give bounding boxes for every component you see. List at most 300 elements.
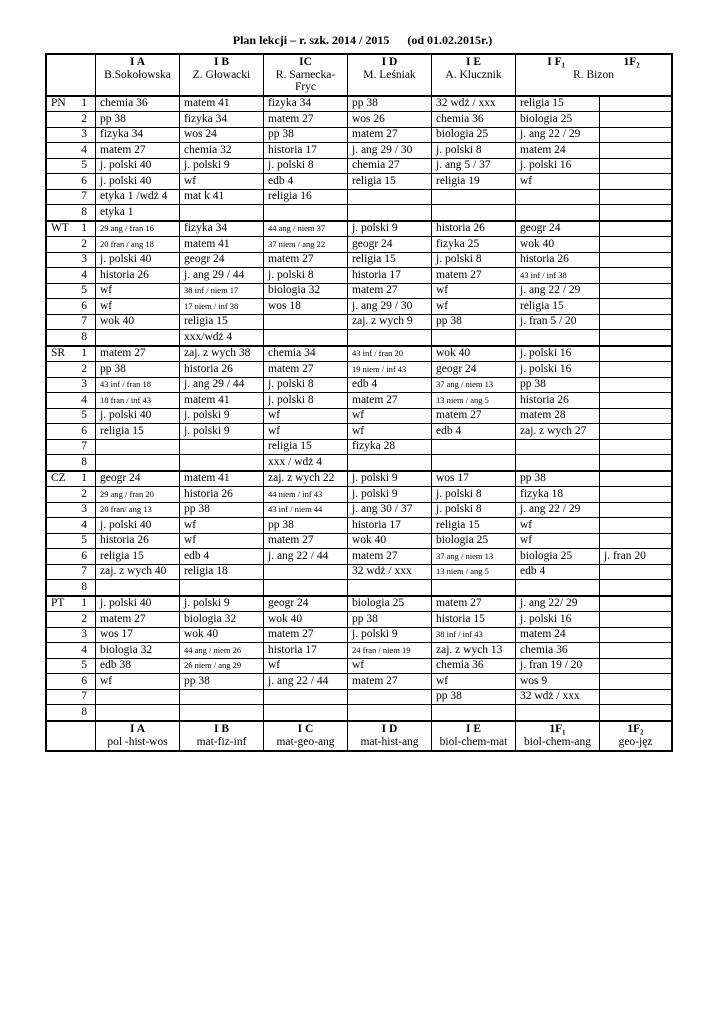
lesson-cell: j. ang 22 / 44 [264,549,348,565]
lesson-cell: zaj. z wych 13 [432,643,516,659]
period-number: 4 [81,518,87,531]
lesson-cell: matem 27 [264,362,348,378]
lesson-cell: pp 38 [432,314,516,330]
lesson-cell [432,455,516,471]
lesson-cell [600,689,672,705]
lesson-cell [264,689,348,705]
footer-corner [47,721,96,751]
lesson-row [47,96,672,112]
lesson-cell: 32 wdż / xxx [516,689,600,705]
lesson-row [47,127,672,143]
lesson-cell: j. polski 9 [180,158,264,174]
lesson-cell: 18 fran / inf 43 [96,393,180,409]
lesson-cell: matem 27 [348,549,432,565]
lesson-cell: pp 38 [264,127,348,143]
day-period-label [47,643,96,659]
lesson-row [47,533,672,549]
lesson-cell: j. polski 40 [96,252,180,268]
lesson-cell: j. polski 16 [516,158,600,174]
lesson-cell: edb 4 [516,564,600,580]
period-number: 4 [81,268,87,281]
lesson-cell [348,455,432,471]
lesson-cell [432,189,516,205]
lesson-cell: j. polski 9 [348,221,432,237]
period-number: 3 [81,628,87,641]
lesson-row [47,268,672,284]
lesson-cell: geogr 24 [96,471,180,487]
lesson-cell [600,502,672,518]
lesson-cell: j. polski 40 [96,174,180,190]
lesson-cell: etyka 1 [96,205,180,221]
lesson-cell: zaj. z wych 9 [348,314,432,330]
profile-cell: 1F₁ biol-chem-ang [516,721,600,751]
lesson-cell [600,346,672,362]
lesson-row [47,237,672,253]
day-period-label [47,549,96,565]
lesson-row [47,189,672,205]
day-period-label [47,658,96,674]
lesson-row [47,424,672,440]
lesson-cell: geogr 24 [264,596,348,612]
lesson-cell: matem 27 [264,112,348,128]
lesson-cell: matem 24 [516,627,600,643]
lesson-cell: j. polski 8 [264,377,348,393]
lesson-cell: pp 38 [96,112,180,128]
lesson-cell: 13 niem / ang 5 [432,393,516,409]
lesson-cell [600,564,672,580]
lesson-cell [600,439,672,455]
lesson-cell: religia 15 [516,299,600,315]
period-number: 6 [81,299,87,312]
lesson-cell: matem 27 [264,533,348,549]
period-number: 2 [81,362,87,375]
lesson-cell: j. polski 8 [264,158,348,174]
period-number: 2 [81,112,87,125]
day-period-label [47,283,96,299]
lesson-row [47,143,672,159]
lesson-cell [180,689,264,705]
timetable-body [47,96,672,721]
lesson-cell: j. ang 22 / 29 [516,283,600,299]
lesson-cell: wf [180,533,264,549]
day-period-label [47,377,96,393]
lesson-cell: wf [264,408,348,424]
lesson-cell: wok 40 [348,533,432,549]
lesson-cell: chemia 34 [264,346,348,362]
lesson-cell [600,237,672,253]
period-number: 5 [81,284,87,297]
lesson-cell: j. fran 5 / 20 [516,314,600,330]
lesson-cell: religia 15 [264,439,348,455]
lesson-cell [600,674,672,690]
lesson-cell: j. polski 16 [516,346,600,362]
period-number: 1 [81,97,87,110]
lesson-cell [96,689,180,705]
lesson-cell: fizyka 34 [96,127,180,143]
lesson-row [47,627,672,643]
lesson-cell [516,580,600,596]
class-header: I B Z. Głowacki [180,55,264,96]
period-number: 1 [81,472,87,485]
lesson-cell: historia 26 [96,268,180,284]
lesson-cell [600,330,672,346]
lesson-cell: historia 26 [180,362,264,378]
lesson-cell: historia 17 [348,268,432,284]
lesson-cell: j. fran 20 [600,549,672,565]
lesson-cell: wf [516,518,600,534]
lesson-row [47,674,672,690]
lesson-cell [96,439,180,455]
day-period-label [47,439,96,455]
lesson-cell [600,533,672,549]
lesson-cell: wok 40 [264,612,348,628]
lesson-cell [432,439,516,455]
lesson-cell [600,455,672,471]
lesson-row [47,283,672,299]
lesson-cell: geogr 24 [348,237,432,253]
lesson-cell: chemia 32 [180,143,264,159]
lesson-cell [600,705,672,721]
lesson-cell: wf [96,299,180,315]
lesson-cell [600,252,672,268]
lesson-cell: 38 inf / inf 43 [432,627,516,643]
lesson-row [47,377,672,393]
lesson-cell: biologia 25 [516,549,600,565]
lesson-cell: religia 15 [96,424,180,440]
day-period-label [47,330,96,346]
lesson-cell: j. ang 22/ 29 [516,596,600,612]
day-period-label [47,127,96,143]
lesson-cell: wf [348,658,432,674]
lesson-cell: j. polski 9 [348,627,432,643]
day-period-label [47,580,96,596]
period-number: 1 [81,597,87,610]
lesson-cell: matem 41 [180,471,264,487]
lesson-cell: zaj. z wych 38 [180,346,264,362]
lesson-cell: fizyka 34 [180,112,264,128]
period-number: 2 [81,612,87,625]
period-number: 4 [81,143,87,156]
lesson-cell: j. polski 9 [348,487,432,503]
lesson-row [47,205,672,221]
lesson-row [47,658,672,674]
period-number: 7 [81,690,87,703]
lesson-cell [96,455,180,471]
lesson-cell: j. polski 8 [264,393,348,409]
period-number: 2 [81,487,87,500]
lesson-cell: geogr 24 [516,221,600,237]
lesson-cell: religia 15 [432,518,516,534]
period-number: 6 [81,174,87,187]
day-period-label [47,705,96,721]
lesson-cell: matem 27 [264,252,348,268]
day-period-label [47,674,96,690]
lesson-cell: 44 niem / inf 43 [264,487,348,503]
lesson-cell: matem 27 [432,268,516,284]
period-number: 7 [81,565,87,578]
lesson-cell [180,205,264,221]
period-number: 6 [81,674,87,687]
lesson-cell [600,96,672,112]
period-number: 3 [81,253,87,266]
lesson-row [47,502,672,518]
lesson-row [47,362,672,378]
lesson-cell: historia 15 [432,612,516,628]
lesson-cell [180,580,264,596]
lesson-cell [348,205,432,221]
lesson-cell [600,627,672,643]
lesson-cell: 38 inf / niem 17 [180,283,264,299]
day-period-label [47,612,96,628]
profile-cell: 1F₂ geo-jęz [600,721,672,751]
lesson-cell: 43 inf / fran 18 [96,377,180,393]
lesson-cell [600,283,672,299]
lesson-cell: pp 38 [180,502,264,518]
lesson-cell: chemia 36 [432,658,516,674]
lesson-cell: biologia 32 [264,283,348,299]
profile-cell: I B mat-fiz-inf [180,721,264,751]
lesson-row [47,221,672,237]
day-period-label [47,408,96,424]
lesson-row [47,314,672,330]
lesson-row [47,471,672,487]
lesson-cell: 37 ang / niem 13 [432,549,516,565]
lesson-cell: wok 40 [180,627,264,643]
lesson-cell [600,408,672,424]
day-period-label [47,237,96,253]
lesson-cell: historia 26 [432,221,516,237]
lesson-cell: j. ang 5 / 37 [432,158,516,174]
lesson-cell [96,580,180,596]
lesson-cell [432,580,516,596]
lesson-cell [264,705,348,721]
day-name: PN [51,97,66,110]
lesson-cell: j. polski 8 [264,268,348,284]
lesson-row [47,549,672,565]
day-name: ŚR [51,347,66,360]
lesson-cell: j. ang 22 / 44 [264,674,348,690]
lesson-cell [348,689,432,705]
lesson-cell: wf [180,518,264,534]
lesson-cell: wf [348,424,432,440]
lesson-cell: 32 wdż / xxx [432,96,516,112]
lesson-cell: chemia 36 [96,96,180,112]
lesson-cell: j. ang 29 / 44 [180,377,264,393]
lesson-cell [600,189,672,205]
class-header: I A B.Sokołowska [96,55,180,96]
lesson-cell [348,580,432,596]
day-name: CZ [51,472,66,485]
period-number: 3 [81,378,87,391]
lesson-cell: j. ang 22 / 29 [516,127,600,143]
lesson-cell: wf [180,174,264,190]
lesson-row [47,596,672,612]
lesson-cell [600,158,672,174]
lesson-cell: wf [432,299,516,315]
period-number: 8 [81,580,87,593]
lesson-row [47,518,672,534]
class-header: I D M. Leśniak [348,55,432,96]
lesson-cell: chemia 27 [348,158,432,174]
period-number: 8 [81,205,87,218]
lesson-cell [348,330,432,346]
lesson-cell: matem 27 [264,627,348,643]
period-number: 8 [81,455,87,468]
lesson-cell: matem 27 [348,127,432,143]
period-number: 8 [81,705,87,718]
lesson-cell: zaj. z wych 27 [516,424,600,440]
lesson-cell: 24 fran / niem 19 [348,643,432,659]
day-period-label [47,299,96,315]
period-number: 1 [81,347,87,360]
lesson-cell [516,455,600,471]
lesson-cell [600,377,672,393]
period-number: 5 [81,534,87,547]
lesson-cell: j. polski 8 [432,487,516,503]
lesson-cell [432,705,516,721]
profile-cell: I D mat-hist-ang [348,721,432,751]
lesson-cell: matem 41 [180,96,264,112]
lesson-cell: historia 26 [96,533,180,549]
lesson-cell: 37 niem / ang 22 [264,237,348,253]
document-title: Plan lekcji – r. szk. 2014 / 2015 (od 01.02.2015r.) [232,33,493,47]
lesson-cell: biologia 25 [432,533,516,549]
lesson-cell: j. polski 16 [516,612,600,628]
lesson-cell [264,564,348,580]
day-period-label [47,189,96,205]
lesson-cell [600,221,672,237]
lesson-cell: j. polski 9 [180,424,264,440]
lesson-cell: j. polski 8 [432,252,516,268]
period-number: 3 [81,128,87,141]
day-period-label [47,393,96,409]
day-period-label [47,455,96,471]
lesson-cell [600,205,672,221]
day-period-label [47,314,96,330]
lesson-cell: j. ang 30 / 37 [348,502,432,518]
lesson-row [47,112,672,128]
lesson-cell: j. polski 40 [96,158,180,174]
lesson-cell [432,330,516,346]
lesson-cell: pp 38 [96,362,180,378]
lesson-cell: matem 41 [180,393,264,409]
period-number: 1 [81,222,87,235]
lesson-cell: pp 38 [264,518,348,534]
lesson-cell [264,314,348,330]
lesson-cell: biologia 25 [432,127,516,143]
lesson-cell: matem 41 [180,237,264,253]
lesson-cell: wf [96,674,180,690]
lesson-cell: j. polski 40 [96,408,180,424]
lesson-cell: chemia 36 [432,112,516,128]
lesson-cell: religia 19 [432,174,516,190]
lesson-cell [600,143,672,159]
lesson-cell: 20 fran/ ang 13 [96,502,180,518]
lesson-row [47,689,672,705]
lesson-cell: pp 38 [348,612,432,628]
day-period-label [47,533,96,549]
lesson-cell: wf [432,674,516,690]
lesson-cell: wf [96,283,180,299]
lesson-cell: 43 inf / niem 44 [264,502,348,518]
lesson-cell: wos 17 [432,471,516,487]
class-header: I E A. Klucznik [432,55,516,96]
lesson-cell [264,330,348,346]
day-period-label [47,346,96,362]
lesson-row [47,252,672,268]
lesson-cell [600,127,672,143]
period-number: 7 [81,190,87,203]
lesson-cell [96,705,180,721]
period-number: 4 [81,643,87,656]
day-period-label [47,424,96,440]
day-period-label [47,362,96,378]
lesson-cell: xxx/wdż 4 [180,330,264,346]
lesson-row [47,612,672,628]
lesson-row [47,564,672,580]
day-period-label [47,205,96,221]
lesson-row [47,158,672,174]
timetable-footer [47,721,672,751]
lesson-cell [180,455,264,471]
lesson-cell [600,268,672,284]
lesson-cell: wos 24 [180,127,264,143]
lesson-cell: pp 38 [516,377,600,393]
day-period-label [47,689,96,705]
lesson-cell: religia 15 [96,549,180,565]
lesson-cell: j. polski 9 [348,471,432,487]
lesson-cell: mat k 41 [180,189,264,205]
lesson-cell: wf [348,408,432,424]
lesson-row [47,393,672,409]
lesson-cell: wok 40 [96,314,180,330]
lesson-cell [180,439,264,455]
lesson-cell [264,205,348,221]
lesson-cell: wf [516,533,600,549]
lesson-cell: wf [516,174,600,190]
period-number: 7 [81,315,87,328]
lesson-cell: matem 27 [432,596,516,612]
lesson-cell: religia 16 [264,189,348,205]
lesson-cell [600,518,672,534]
lesson-cell [600,487,672,503]
lesson-cell [600,314,672,330]
lesson-cell: zaj. z wych 22 [264,471,348,487]
lesson-cell: j. polski 40 [96,596,180,612]
lesson-cell: pp 38 [432,689,516,705]
lesson-cell [432,205,516,221]
lesson-cell [516,330,600,346]
lesson-cell: j. polski 9 [180,596,264,612]
lesson-cell: 20 fran / ang 18 [96,237,180,253]
lesson-cell: religia 15 [348,252,432,268]
lesson-cell: fizyka 18 [516,487,600,503]
lesson-cell [600,643,672,659]
lesson-cell: wos 9 [516,674,600,690]
lesson-cell: chemia 36 [516,643,600,659]
corner-cell [47,55,96,96]
lesson-cell: fizyka 28 [348,439,432,455]
lesson-cell: 19 niem / inf 43 [348,362,432,378]
lesson-cell: edb 4 [180,549,264,565]
lesson-cell [264,580,348,596]
lesson-cell: 29 ang / fran 16 [96,221,180,237]
lesson-cell: edb 38 [96,658,180,674]
lesson-cell: xxx / wdż 4 [264,455,348,471]
class-header: I F₁ 1F₂ R. Bizon [516,55,672,96]
lesson-row [47,580,672,596]
day-name: PT [51,597,65,610]
